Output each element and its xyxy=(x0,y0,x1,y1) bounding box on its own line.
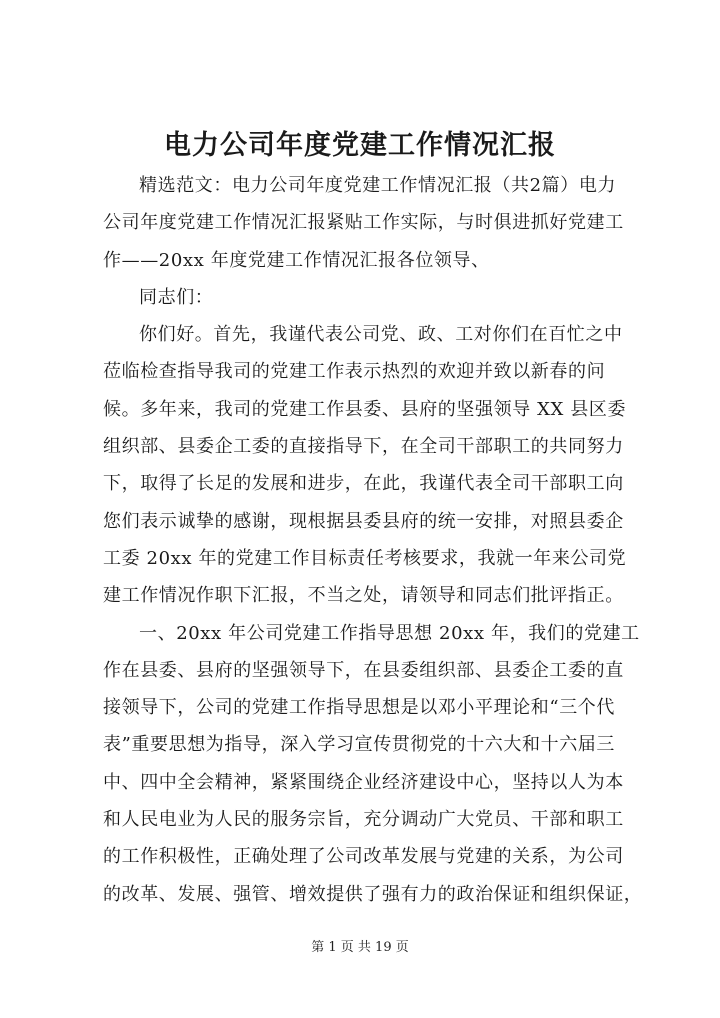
paragraph-line: 作在县委、县府的坚强领导下，在县委组织部、县委企工委的直 xyxy=(103,659,624,681)
paragraph-line: 和人民电业为人民的服务宗旨，充分调动广大党员、干部和职工 xyxy=(103,809,624,831)
paragraph-line: 候。多年来，我司的党建工作县委、县府的坚强领导 XX 县区委 xyxy=(103,398,627,420)
page-footer: 第 1 页 共 19 页 xyxy=(311,940,409,955)
paragraph-line: 接领导下，公司的党建工作指导思想是以邓小平理论和“三个代 xyxy=(103,697,615,719)
paragraph-line: 精选范文：电力公司年度党建工作情况汇报（共2篇）电力 xyxy=(139,175,617,196)
paragraph-line: 下，取得了长足的发展和进步，在此，我谨代表全司干部职工向 xyxy=(103,473,624,495)
paragraph-line: 组织部、县委企工委的直接指导下，在全司干部职工的共同努力 xyxy=(103,436,624,458)
paragraph-line: 中、四中全会精神，紧紧围绕企业经济建设中心，坚持以人为本 xyxy=(103,771,624,793)
paragraph-line: 的改革、发展、强管、增效提供了强有力的政治保证和组织保证， xyxy=(103,883,643,905)
paragraph-line: 建工作情况作职下汇报，不当之处，请领导和同志们批评指正。 xyxy=(103,585,624,607)
paragraph-line: 你们好。首先，我谨代表公司党、政、工对你们在百忙之中 xyxy=(139,324,623,346)
paragraph-line: 同志们： xyxy=(139,286,214,308)
paragraph-line: 工委 20xx 年的党建工作目标责任考核要求，我就一年来公司党 xyxy=(103,547,627,569)
paragraph-line: 您们表示诚挚的感谢，现根据县委县府的统一安排，对照县委企 xyxy=(103,510,624,532)
paragraph-line: 的工作积极性，正确处理了公司改革发展与党建的关系，为公司 xyxy=(103,846,624,868)
document-body xyxy=(103,167,643,913)
paragraph-line: 表”重要思想为指导，深入学习宣传贯彻党的十六大和十六届三 xyxy=(103,734,615,756)
paragraph-line: 一、20xx 年公司党建工作指导思想 20xx 年，我们的党建工 xyxy=(139,622,640,644)
document-title: 电力公司年度党建工作情况汇报 xyxy=(164,130,556,161)
paragraph-line: 作——20xx 年度党建工作情况汇报各位领导、 xyxy=(103,249,490,271)
paragraph-line: 莅临检查指导我司的党建工作表示热烈的欢迎并致以新春的问 xyxy=(103,361,606,383)
paragraph-line: 公司年度党建工作情况汇报紧贴工作实际，与时俱进抓好党建工 xyxy=(103,212,624,234)
